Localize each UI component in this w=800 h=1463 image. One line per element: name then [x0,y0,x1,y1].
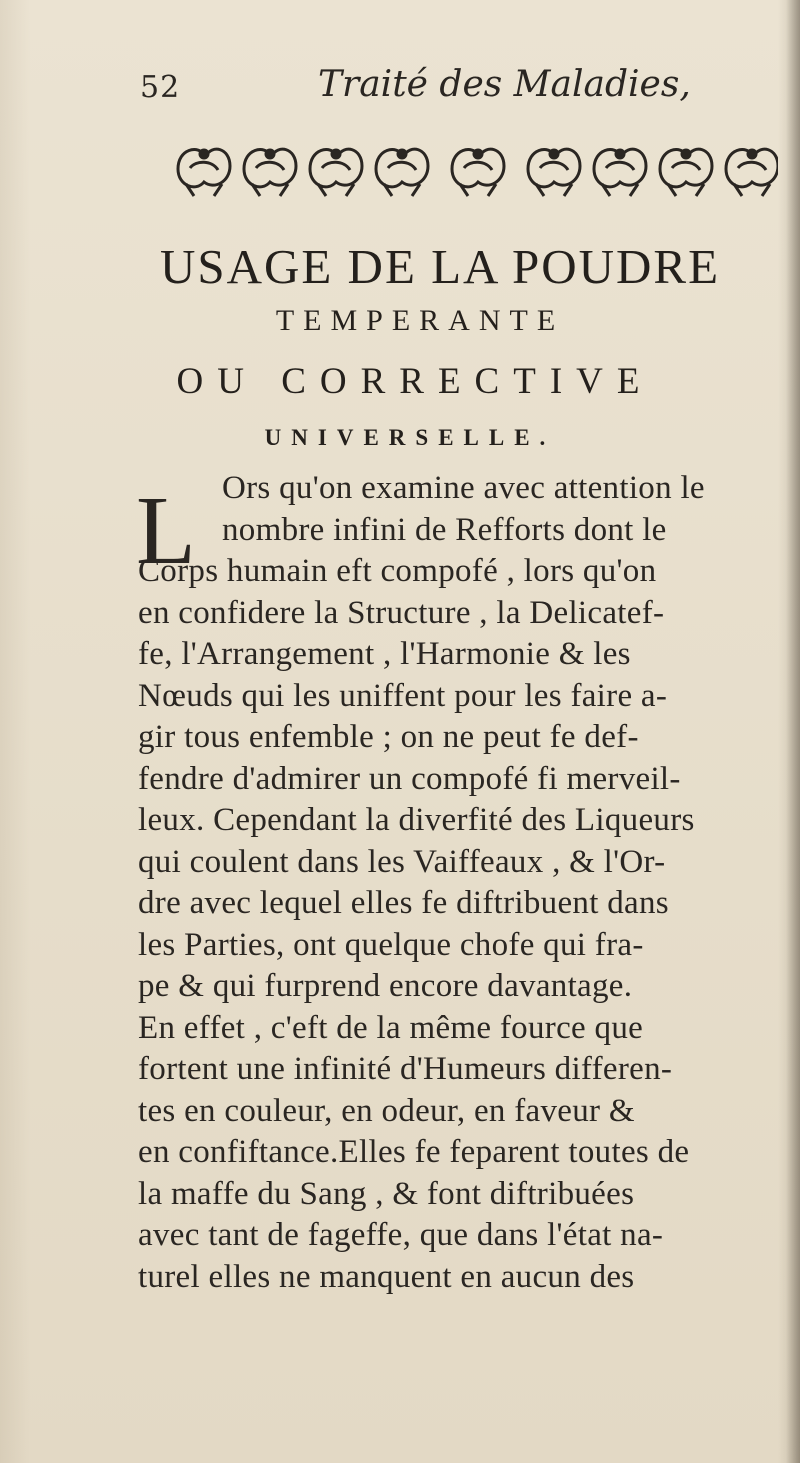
text-line: fortent une infinité d'Humeurs differen- [138,1051,673,1087]
text-line: la maffe du Sang , & font diftribuées [138,1175,635,1212]
running-title: Traité des Maladies, [318,64,691,105]
heading-line-4: UNIVERSELLE. [264,425,556,450]
text-line: En effet , c'eft de la même fource que [138,1009,644,1046]
text-line: pe & qui furprend encore davantage. [138,968,633,1004]
text-line: turel elles ne manquent en aucun des [138,1258,635,1295]
text-line: Nœuds qui les uniffent pour les faire a- [138,677,668,714]
text-line: tes en couleur, en odeur, en faveur & [138,1092,635,1129]
heading-line-1: USAGE DE LA POUDRE [159,239,721,294]
text-line: avec tant de fageffe, que dans l'état na- [138,1217,664,1253]
text-line: les Parties, ont quelque chofe qui fra- [138,926,644,963]
text-line: fe, l'Arrangement , l'Harmonie & les [138,636,631,672]
text-line: en confiftance.Elles fe feparent toutes de [138,1134,690,1170]
heading-line-3: OU CORRECTIVE [176,361,654,402]
text-line: nombre infini de Refforts dont le [222,511,667,548]
text-line: en confidere la Structure , la Delicatef- [138,594,665,631]
text-line: fendre d'admirer un compofé fi merveil- [138,760,681,797]
page-edge-shadow [786,0,800,1463]
text-line: leux. Cependant la diverfité des Liqueurs [138,802,695,838]
drop-cap: L [136,477,196,585]
heading-line-2: TEMPERANTE [275,304,565,337]
page-number: 52 [140,70,181,105]
text-line: gir tous enfemble ; on ne peut fe def- [138,719,639,755]
fleuron-band-ornament [168,134,778,204]
text-line: Corps humain eft compofé , lors qu'on [138,553,657,589]
body-text [138,468,778,1298]
running-head [0,64,800,114]
text-line: dre avec lequel elles fe diftribuent dans [138,885,669,921]
text-line: Ors qu'on examine avec attention le [222,470,705,506]
text-line: qui coulent dans les Vaiffeaux , & l'Or- [138,843,666,880]
